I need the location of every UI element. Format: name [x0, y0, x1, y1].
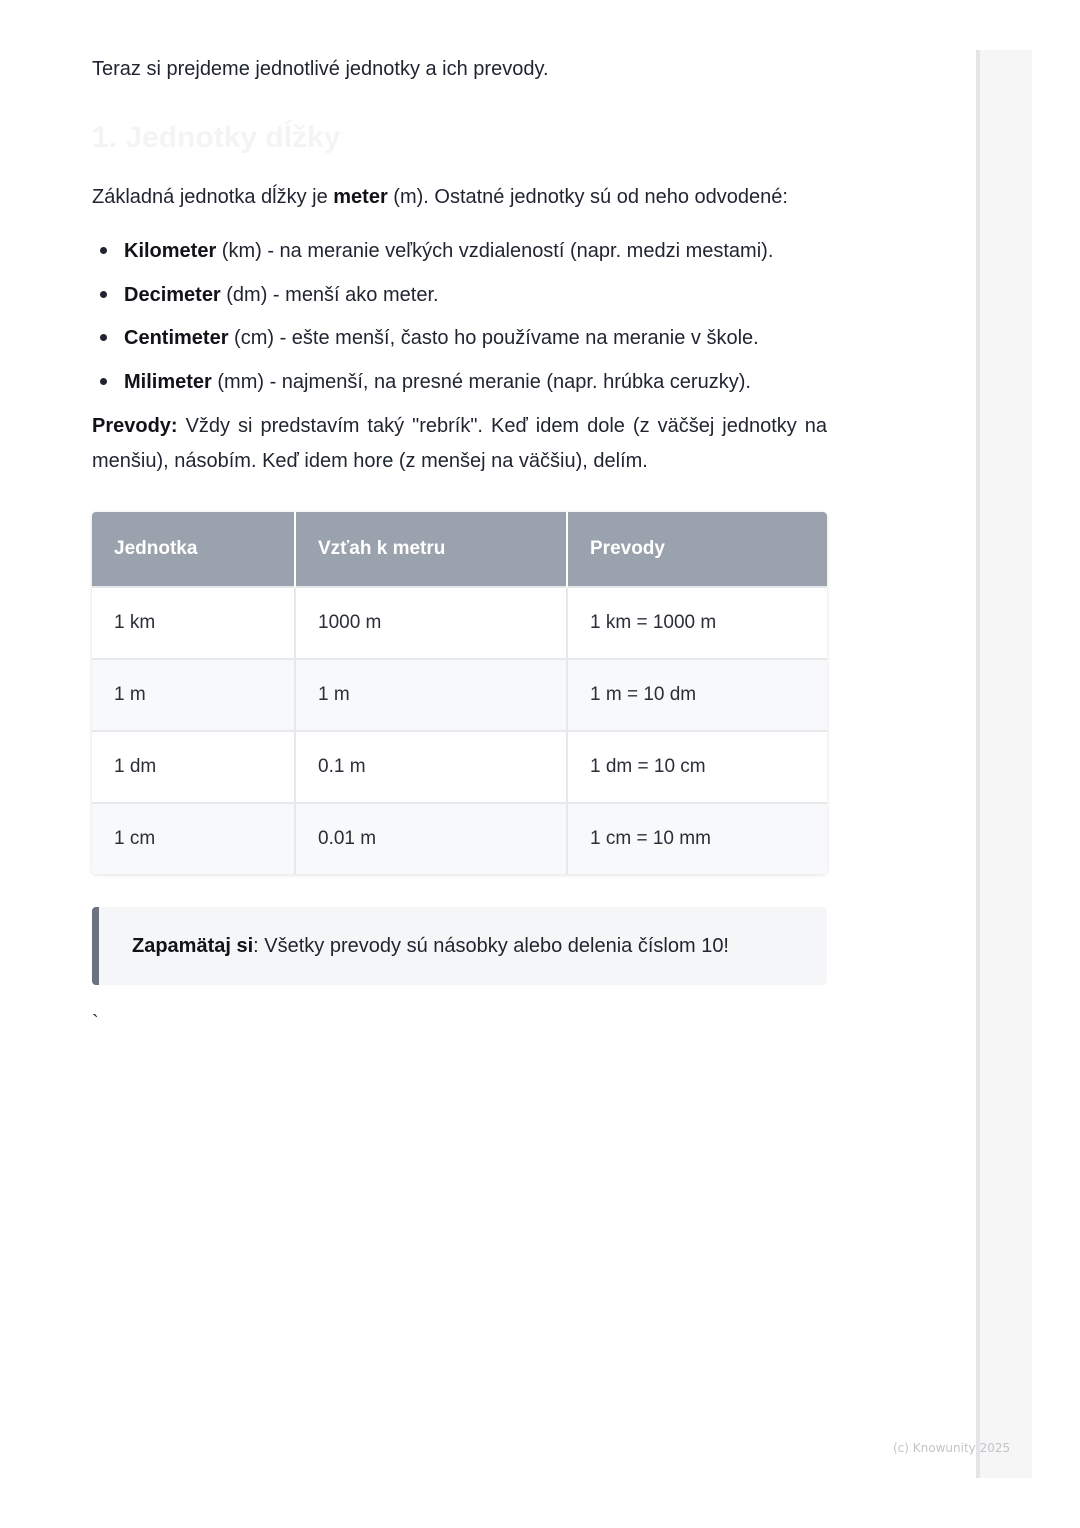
- units-table-wrapper: [92, 512, 827, 874]
- table-cell: 1 m = 10 dm: [567, 659, 827, 731]
- table-cell: 1 dm = 10 cm: [567, 731, 827, 803]
- table-cell: 0.01 m: [295, 803, 567, 874]
- table-row: [92, 659, 827, 731]
- column-header-relation: Vzťah k metru: [295, 512, 567, 587]
- unit-name: Kilometer: [124, 240, 217, 262]
- base-unit-paragraph: [92, 180, 827, 214]
- bullet-icon: [100, 334, 107, 341]
- prevody-label: Prevody:: [92, 415, 178, 438]
- units-list: [92, 234, 827, 399]
- table-cell: 0.1 m: [295, 731, 567, 803]
- unit-name: Centimeter: [124, 327, 229, 350]
- list-item: [92, 321, 827, 355]
- table-cell: 1 cm = 10 mm: [567, 803, 827, 874]
- bullet-icon: [100, 291, 107, 298]
- base-unit-bold: meter: [333, 186, 388, 208]
- unit-desc: (km) - na meranie veľkých vzdialeností (napr. medzi mestami).: [216, 240, 774, 262]
- column-header-unit: Jednotka: [92, 512, 295, 587]
- table-header-row: [92, 512, 827, 587]
- table-cell: 1 km: [92, 587, 295, 659]
- remember-callout: [92, 907, 827, 985]
- table-cell: 1 km = 1000 m: [567, 587, 827, 659]
- list-item: [92, 365, 827, 399]
- table-cell: 1 cm: [92, 803, 295, 874]
- callout-label: Zapamätaj si: [132, 935, 254, 958]
- table-row: [92, 587, 827, 659]
- table-row: [92, 731, 827, 803]
- bullet-icon: [100, 378, 107, 385]
- prevody-paragraph: [92, 409, 827, 479]
- unit-desc: (cm) - ešte menší, často ho používame na meranie v škole.: [228, 327, 759, 350]
- column-header-conversions: Prevody: [567, 512, 827, 587]
- page-side-strip: [976, 50, 1032, 1478]
- stray-backtick: `: [92, 1012, 99, 1035]
- document-content: [92, 52, 827, 1033]
- table-cell: 1 dm: [92, 731, 295, 803]
- unit-name: Decimeter: [124, 283, 221, 306]
- unit-name: Milimeter: [124, 371, 212, 394]
- bullet-icon: [100, 247, 107, 254]
- units-table: [92, 512, 827, 874]
- copyright-footer: (c) Knowunity 2025: [893, 1441, 1011, 1455]
- list-item: [92, 234, 827, 268]
- table-cell: 1000 m: [295, 587, 567, 659]
- unit-desc: (mm) - najmenší, na presné meranie (napr. hrúbka ceruzky).: [211, 371, 751, 394]
- prevody-text: Vždy si predstavím taký "rebrík". Keď idem dole (z väčšej jednotky na menšiu), násobím. Keď idem hore (z menšej na väčšiu), delím.: [92, 415, 827, 473]
- unit-desc: (dm) - menší ako meter.: [220, 283, 439, 306]
- base-unit-text-after: (m). Ostatné jednotky sú od neho odvodené:: [387, 186, 788, 208]
- base-unit-text-before: Základná jednotka dĺžky je: [92, 186, 334, 208]
- table-cell: 1 m: [295, 659, 567, 731]
- section-heading: 1. Jednotky dĺžky: [92, 121, 341, 154]
- intro-text: Teraz si prejdeme jednotlivé jednotky a ich prevody.: [92, 58, 549, 80]
- list-item: [92, 278, 827, 312]
- callout-text: : Všetky prevody sú násobky alebo delenia číslom 10!: [253, 935, 729, 958]
- table-cell: 1 m: [92, 659, 295, 731]
- table-row: [92, 803, 827, 874]
